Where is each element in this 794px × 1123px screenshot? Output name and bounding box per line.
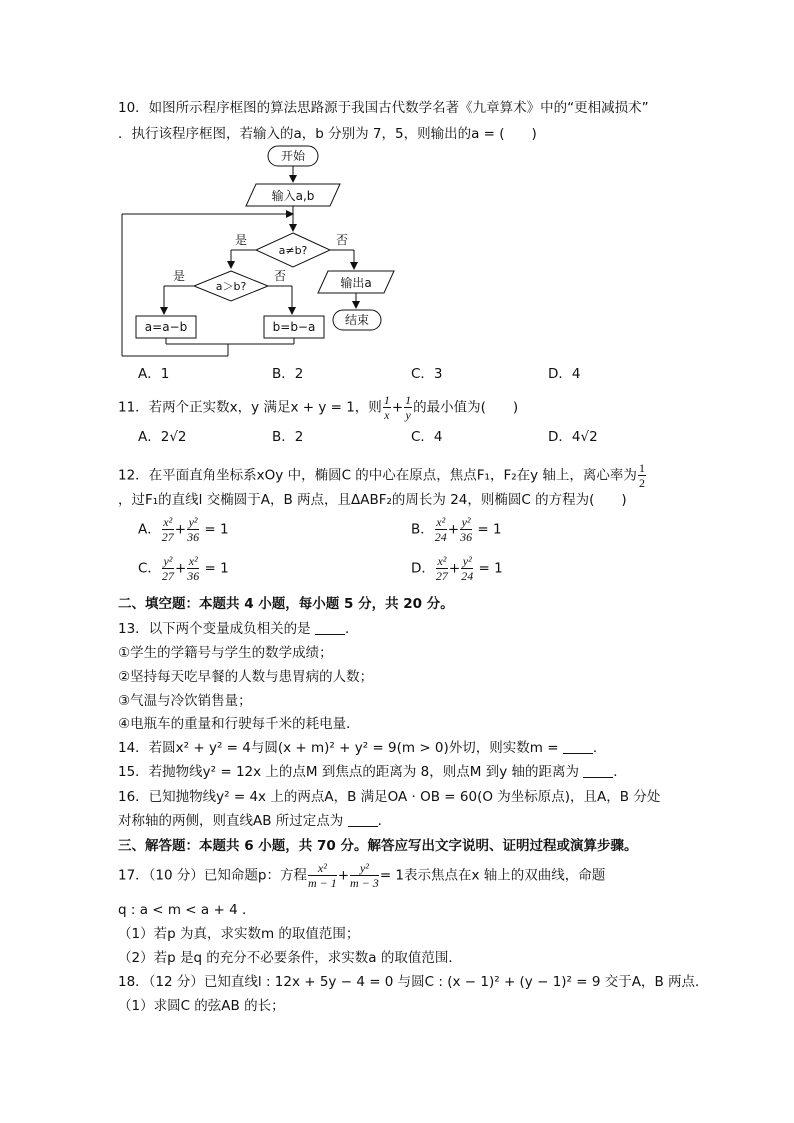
q18-stem: 18．（12 分）已知直线l : 12x + 5y − 4 = 0 与圆C : (x − 1)² + (y − 1)² = 9 交于A，B 两点． — [118, 974, 709, 990]
q17-sub2: （2）若p 是q 的充分不必要条件，求实数a 的取值范围． — [118, 950, 462, 966]
q12-stem-line1 — [118, 462, 647, 489]
q15-stem: 15．若抛物线y² = 12x 上的点M 到焦点的距离为 8，则点M 到y 轴的距离为 ． — [118, 764, 627, 780]
flow-cond1-no: 否 — [335, 233, 349, 247]
q13-item-4: ④电瓶车的重量和行驶每千米的耗电量． — [118, 716, 360, 732]
flowchart — [110, 140, 410, 362]
q11-stem: 11．若两个正实数x，y 满足x + y = 1，则 $\frac{1}{x}$ + $\frac{1}{y}$ 的最小值为( ) — [118, 393, 519, 422]
q11-option-a: A．2√2 — [138, 429, 187, 445]
q18-sub1: （1）求圆C 的弦AB 的长； — [118, 998, 285, 1014]
flow-cond2-no: 否 — [273, 269, 287, 283]
q17-sub1: （1）若p 为真，求实数m 的取值范围； — [118, 926, 360, 942]
q11-option-b: B．2 — [272, 429, 304, 445]
flow-cond2-yes: 是 — [172, 269, 186, 283]
flow-assign-b-label: b=b−a — [272, 320, 316, 334]
q12-option-a: A． $\frac{\text{x²}}{27}$ + $\frac{\text{y²}}{36}$ = 1 — [138, 515, 229, 544]
q11-suffix: 的最小值为( ) — [413, 399, 519, 416]
q13-item-1: ①学生的学籍号与学生的数学成绩； — [118, 645, 333, 661]
q11-option-c: C．4 — [411, 429, 443, 445]
flow-cond1-label: a≠b? — [278, 244, 308, 257]
flow-output-label: 输出a — [340, 276, 372, 290]
section-3-heading: 三、解答题：本题共 6 小题，共 70 分。解答应写出文字说明、证明过程或演算步骤。 — [118, 838, 638, 854]
q13-item-2: ②坚持每天吃早餐的人数与患胃病的人数； — [118, 669, 374, 685]
q13-stem: 13．以下两个变量成负相关的是 ． — [118, 621, 359, 637]
q12-option-d: D． $\frac{\text{x²}}{27}$ + $\frac{\text{y²}}{24}$ = 1 — [411, 554, 503, 583]
q10-stem-line1: 10．如图所示程序框图的算法思路源于我国古代数学名著《九章算术》中的“更相减损术” — [118, 100, 649, 116]
q10-stem-line2: ．执行该程序框图，若输入的a，b 分别为 7，5，则输出的a = ( ) — [118, 126, 537, 142]
q11-frac1: $\frac{1}{x}$ — [383, 393, 390, 422]
q16-stem-line2: 对称轴的两侧，则直线AB 所过定点为 ． — [118, 813, 392, 829]
q13-item-3: ③气温与冷饮销售量； — [118, 693, 252, 709]
q12-eccentricity: $\frac{1}{2}$ — [638, 461, 645, 490]
flow-assign-a-label: a=a−b — [144, 320, 188, 334]
q17-stem-line2: q : a < m < a + 4 ． — [118, 902, 256, 918]
answer-blank[interactable] — [563, 741, 593, 754]
section-2-heading: 二、填空题：本题共 4 小题，每小题 5 分，共 20 分。 — [118, 596, 454, 612]
q12-stem-line2: ，过F₁的直线l 交椭圆于A，B 两点，且ΔABF₂的周长为 24，则椭圆C 的方程为( ) — [118, 492, 627, 508]
q12-line1-text: 12．在平面直角坐标系xOy 中，椭圆C 的中心在原点，焦点F₁，F₂在y 轴上，离心率为 — [118, 467, 637, 484]
q17-stem-line1: 17．（10 分）已知命题p：方程 $\frac{\text{x²}}{m - 1}$ + $\frac{\text{y²}}{m - 3}$ = 1表示焦点在x 轴上的双曲线，命题 — [118, 861, 606, 890]
flow-input-label: 输入a,b — [271, 189, 315, 203]
q14-stem: 14．若圆x² + y² = 4与圆(x + m)² + y² = 9(m > 0)外切，则实数m = ． — [118, 740, 607, 756]
answer-blank[interactable] — [348, 814, 378, 827]
q10-option-b: B．2 — [272, 366, 304, 382]
q12-option-c: C． $\frac{\text{y²}}{27}$ + $\frac{\text{x²}}{36}$ = 1 — [138, 554, 229, 583]
q11-prefix: 11．若两个正实数x，y 满足x + y = 1，则 — [118, 399, 382, 416]
q10-option-c: C．3 — [411, 366, 443, 382]
q10-option-a: A．1 — [138, 366, 170, 382]
flow-cond1-yes: 是 — [234, 233, 248, 247]
answer-blank[interactable] — [315, 622, 345, 635]
q10-option-d: D．4 — [548, 366, 581, 382]
q12-option-b: B． $\frac{\text{x²}}{24}$ + $\frac{\text{y²}}{36}$ = 1 — [411, 515, 502, 544]
q11-frac2: $\frac{1}{y}$ — [405, 393, 412, 422]
q16-stem-line1: 16．已知抛物线y² = 4x 上的两点A，B 满足OA · OB = 60(O 为坐标原点)，且A，B 分处 — [118, 789, 661, 805]
flow-end-label: 结束 — [344, 313, 370, 327]
q11-option-d: D．4√2 — [548, 429, 598, 445]
flow-start-label: 开始 — [280, 149, 306, 163]
flow-cond2-label: a＞b? — [215, 280, 247, 293]
answer-blank[interactable] — [583, 765, 613, 778]
